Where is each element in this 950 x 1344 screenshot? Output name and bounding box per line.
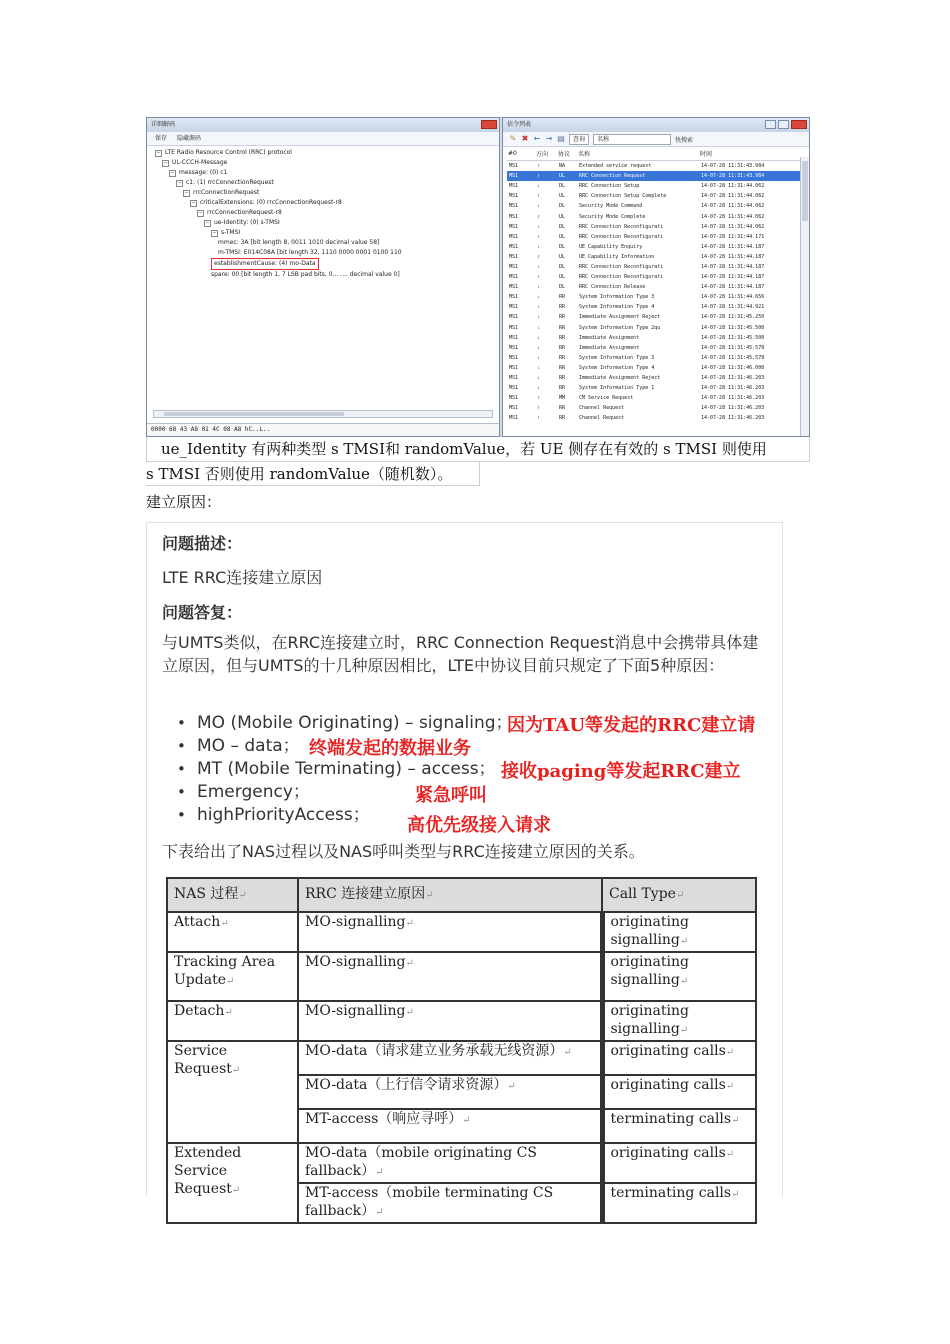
filter-field-select[interactable]: 名称 xyxy=(593,134,671,145)
table-row[interactable] xyxy=(507,373,803,383)
table-cell: 14-07-28 11:31:46.203 xyxy=(701,405,765,412)
tree-node[interactable] xyxy=(155,248,497,258)
table-cell: MS1 xyxy=(507,171,535,181)
table-row[interactable] xyxy=(507,242,803,252)
table-cell: 14-07-28 11:31:43.984 xyxy=(701,163,765,170)
hex-dump: 0000 68 43 A8 01 4C 08 A8 hC..L.. xyxy=(147,423,499,436)
tree-node-label: message: (0) c1 xyxy=(179,169,228,176)
downlink-arrow-icon: ↓ xyxy=(537,284,541,291)
detail-decode-title: 详细解码 xyxy=(151,121,176,128)
table-cell: MS1 xyxy=(509,375,519,382)
table-row[interactable] xyxy=(507,201,803,211)
downlink-arrow-icon: ↓ xyxy=(537,364,541,371)
table-cell: 14-07-28 11:31:45.578 xyxy=(701,354,765,361)
uplink-arrow-icon: ↑ xyxy=(537,163,541,170)
col-protocol[interactable]: 协议 xyxy=(557,147,577,161)
table-cell: Security Mode Complete xyxy=(579,213,646,220)
table-cell: MS1 xyxy=(509,233,519,240)
table-cell: RR xyxy=(559,294,566,301)
table-cell: RRC Connection Release xyxy=(579,284,646,291)
downlink-arrow-icon: ↓ xyxy=(537,304,541,311)
table-cell: DL xyxy=(559,183,566,190)
table-cell: NA xyxy=(559,163,566,170)
uplink-arrow-icon: ↑ xyxy=(537,405,541,412)
close-icon[interactable] xyxy=(791,120,807,129)
table-row[interactable] xyxy=(507,191,803,201)
decoder-screenshot xyxy=(146,117,810,437)
table-cell: terminating calls↵ xyxy=(602,1109,756,1143)
collapse-icon[interactable]: − xyxy=(205,219,210,226)
hide-source-button[interactable]: 隐藏源码 xyxy=(177,135,202,142)
table-cell: UE Capability Enquiry xyxy=(579,243,643,250)
forward-arrow-icon[interactable]: → xyxy=(545,134,553,143)
table-cell: RR xyxy=(559,344,566,351)
downlink-arrow-icon: ↓ xyxy=(537,385,541,392)
answer-text: 与UMTS类似，在RRC连接建立时，RRC Connection Request消息中会携带具体建立原因，但与UMTS的十几种原因相比，LTE中协议目前只规定了下面5种原因： xyxy=(162,633,759,675)
table-cell: MS1 xyxy=(509,223,519,230)
annotation-note: 紧急呼叫 xyxy=(415,785,487,806)
uplink-arrow-icon: ↑ xyxy=(537,193,541,200)
tree-node-label: s-TMSI xyxy=(221,229,241,236)
table-cell: 14-07-28 11:31:44.187 xyxy=(701,274,765,281)
collapse-icon[interactable]: − xyxy=(198,209,203,216)
table-cell: System Information Type 3 xyxy=(579,354,655,361)
qa-panel xyxy=(146,522,783,1219)
table-cell: RRC Connection Reconfigurati xyxy=(579,263,664,270)
downlink-arrow-icon: ↓ xyxy=(537,375,541,382)
minimize-icon[interactable] xyxy=(765,120,776,129)
table-cell: Extended Service Request↵ xyxy=(167,1143,298,1223)
table-cell: UL xyxy=(559,213,566,220)
table-cell: MS1 xyxy=(509,253,519,260)
table-cell: Immediate Assignment xyxy=(579,344,640,351)
table-cell: MS1 xyxy=(509,203,519,210)
vertical-scrollbar[interactable] xyxy=(800,157,809,436)
header-call-type: Call Type↵ xyxy=(602,878,756,912)
table-cell: originating signalling↵ xyxy=(602,912,756,952)
table-cell: 14-07-28 11:31:44.187 xyxy=(701,263,765,270)
table-cell: originating calls↵ xyxy=(602,1143,756,1183)
caption xyxy=(146,437,810,486)
table-cell: MO-signalling↵ xyxy=(298,1001,602,1041)
table-cell: Service Request↵ xyxy=(167,1041,298,1143)
table-cell: 14-07-28 11:31:46.000 xyxy=(701,364,765,371)
collapse-icon[interactable]: − xyxy=(184,189,189,196)
table-cell: System Information Type 4 xyxy=(579,364,655,371)
downlink-arrow-icon: ↓ xyxy=(537,183,541,190)
table-row[interactable] xyxy=(507,413,803,423)
caption-line-2: s TMSI 否则使用 randomValue（随机数）。 xyxy=(146,462,480,486)
downlink-arrow-icon: ↓ xyxy=(537,314,541,321)
table-cell: 14-07-28 11:31:44.187 xyxy=(701,284,765,291)
query-button[interactable]: 查询 xyxy=(569,134,589,145)
table-cell: 14-07-28 11:31:44.062 xyxy=(701,213,765,220)
answer-heading: 问题答复： xyxy=(162,603,243,622)
table-cell: 14-07-28 11:31:44.062 xyxy=(701,183,765,190)
save-button[interactable]: 保存 xyxy=(155,135,168,142)
table-cell: MM xyxy=(559,395,566,402)
table-cell: MS1 xyxy=(509,364,519,371)
tree-node[interactable] xyxy=(155,208,497,218)
table-cell: originating calls↵ xyxy=(602,1041,756,1075)
table-cell: RRC Connection Setup Complete xyxy=(579,193,667,200)
table-cell: RRC Connection Setup xyxy=(579,183,640,190)
table-cell: DL xyxy=(559,203,566,210)
table-cell: MS1 xyxy=(509,193,519,200)
table-cell: MS1 xyxy=(509,284,519,291)
table-row[interactable] xyxy=(507,222,803,232)
table-cell: CM Service Request xyxy=(579,395,634,402)
table-cell: 14-07-28 11:31:44.921 xyxy=(701,304,765,311)
reason-label: 建立原因： xyxy=(146,493,222,511)
table-row[interactable] xyxy=(507,343,803,353)
question-heading: 问题描述： xyxy=(162,534,243,553)
table-cell: RRC Connection Reconfigurati xyxy=(579,223,664,230)
table-cell: MS1 xyxy=(509,243,519,250)
table-cell: System Information Type 4 xyxy=(579,304,655,311)
table-cell: MS1 xyxy=(509,385,519,392)
table-cell: Channel Request xyxy=(579,405,625,412)
table-cell: System Information Type 2qu xyxy=(579,324,661,331)
table-cell: RR xyxy=(559,385,566,392)
table-cell: RR xyxy=(559,314,566,321)
table-cell: 14-07-28 11:31:45.500 xyxy=(701,324,765,331)
annotation-note: 接收paging等发起RRC建立 xyxy=(501,761,741,782)
tree-node[interactable] xyxy=(155,238,497,248)
signaling-table xyxy=(507,147,803,423)
table-row[interactable] xyxy=(507,403,803,413)
table-cell: MS1 xyxy=(509,344,519,351)
collapse-icon[interactable]: − xyxy=(212,229,217,236)
table-cell: DL xyxy=(559,284,566,291)
table-cell: System Information Type 3 xyxy=(579,294,655,301)
table-row[interactable] xyxy=(507,383,803,393)
col-index[interactable]: #0 xyxy=(507,147,535,161)
table-cell: UL xyxy=(559,233,566,240)
table-cell: Immediate Assignment xyxy=(579,334,640,341)
table-cell: 14-07-28 11:31:46.203 xyxy=(701,385,765,392)
table-cell: DL xyxy=(559,263,566,270)
question-text: LTE RRC连接建立原因 xyxy=(162,568,323,587)
table-cell: MS1 xyxy=(509,263,519,270)
table-row[interactable] xyxy=(507,302,803,312)
tree-node[interactable] xyxy=(155,178,497,188)
table-cell: originating signalling↵ xyxy=(602,1001,756,1041)
table-cell: MS1 xyxy=(509,304,519,311)
table-row[interactable] xyxy=(507,353,803,363)
tree-node-label: criticalExtensions: (0) rrcConnectionRequest-r8 xyxy=(200,199,342,206)
table-cell: Extended service request xyxy=(579,163,652,170)
downlink-arrow-icon: ↓ xyxy=(537,324,541,331)
delete-icon[interactable]: ✖ xyxy=(521,134,529,143)
table-cell: originating calls↵ xyxy=(602,1075,756,1109)
table-row[interactable] xyxy=(507,262,803,272)
header-nas-procedure: NAS 过程↵ xyxy=(167,878,298,912)
table-cell: Detach↵ xyxy=(167,1001,298,1041)
table-cell: 14-07-28 11:31:46.203 xyxy=(701,415,765,422)
table-cell: RR xyxy=(559,304,566,311)
collapse-icon[interactable]: − xyxy=(170,169,175,176)
tree-node-label: rrcConnectionRequest-r8 xyxy=(207,209,282,216)
list-item: • MO (Mobile Originating) – signaling； xyxy=(177,712,513,735)
col-name[interactable]: 名称 xyxy=(577,147,699,161)
table-cell: MO-data（请求建立业务承载无线资源）↵ xyxy=(298,1041,602,1075)
tree-node-label: UL-CCCH-Message xyxy=(172,159,228,166)
table-cell: Immediate Assignment Reject xyxy=(579,314,661,321)
horizontal-scrollbar[interactable] xyxy=(153,410,493,418)
table-row[interactable] xyxy=(507,333,803,343)
tree-node[interactable] xyxy=(155,148,497,158)
table-cell: System Information Type 1 xyxy=(579,385,655,392)
table-cell: MS1 xyxy=(509,294,519,301)
print-icon[interactable]: ▤ xyxy=(557,134,565,143)
table-cell: RR xyxy=(559,324,566,331)
table-cell: MS1 xyxy=(509,334,519,341)
table-row[interactable] xyxy=(507,181,803,191)
tree-node[interactable] xyxy=(155,158,497,168)
table-cell: Channel Request xyxy=(579,415,625,422)
edit-icon[interactable]: ✎ xyxy=(509,134,517,143)
table-cell: UE Capability Information xyxy=(579,253,655,260)
tree-node[interactable] xyxy=(155,258,497,270)
annotation-note: 因为TAU等发起的RRC建立请 xyxy=(507,715,756,736)
tree-node-label: spare: 00 [bit length 1, 7 LSB pad bits, 0... .... decimal value 0] xyxy=(211,271,400,278)
table-cell: 14-07-28 11:31:44.171 xyxy=(701,233,765,240)
close-icon[interactable] xyxy=(481,120,497,129)
downlink-arrow-icon: ↓ xyxy=(537,334,541,341)
table-cell: 14-07-28 11:31:44.062 xyxy=(701,203,765,210)
table-cell: 14-07-28 11:31:44.187 xyxy=(701,253,765,260)
downlink-arrow-icon: ↓ xyxy=(537,344,541,351)
table-cell: Immediate Assignment Reject xyxy=(579,375,661,382)
table-row[interactable] xyxy=(507,292,803,302)
collapse-icon[interactable]: − xyxy=(177,179,182,186)
table-cell: UL xyxy=(559,193,566,200)
col-time[interactable]: 时间 xyxy=(699,147,803,161)
tree-node-label: c1: (1) rrcConnectionRequest xyxy=(186,179,274,186)
tree-node[interactable] xyxy=(155,168,497,178)
decode-tree xyxy=(147,146,499,400)
uplink-arrow-icon: ↑ xyxy=(537,233,541,240)
table-cell: 14-07-28 11:31:46.203 xyxy=(701,395,765,402)
list-item: • MO – data； xyxy=(177,735,513,758)
table-cell: RR xyxy=(559,354,566,361)
cause-list xyxy=(177,712,513,827)
table-cell: MO-signalling↵ xyxy=(298,912,602,952)
caption-line-1: ue_Identity 有两种类型 s TMSI和 randomValue，若 UE 侧存在有效的 s TMSI 则使用 xyxy=(146,437,810,462)
table-cell: 14-07-28 11:31:44.656 xyxy=(701,294,765,301)
detail-decode-window xyxy=(146,117,500,437)
table-cell: MS1 xyxy=(509,415,519,422)
table-cell: MT-access（mobile terminating CS fallback）↵ xyxy=(298,1183,602,1223)
maximize-icon[interactable] xyxy=(778,120,789,129)
table-cell: 14-07-28 11:31:44.062 xyxy=(701,223,765,230)
table-cell: MS1 xyxy=(509,314,519,321)
annotation-note: 终端发起的数据业务 xyxy=(309,738,471,759)
table-row[interactable] xyxy=(507,323,803,333)
uplink-arrow-icon: ↑ xyxy=(537,395,541,402)
tree-node-label: LTE Radio Resource Control (RRC) protocol xyxy=(165,149,292,156)
table-cell: RRC Connection Reconfigurati xyxy=(579,274,664,281)
table-cell: DL xyxy=(559,223,566,230)
table-cell: 14-07-28 11:31:45.578 xyxy=(701,344,765,351)
table-cell: MS1 xyxy=(509,274,519,281)
annotation-note: 高优先级接入请求 xyxy=(407,815,551,836)
table-cell: 14-07-28 11:31:43.984 xyxy=(699,171,803,181)
collapse-icon[interactable]: − xyxy=(156,149,161,156)
table-row[interactable] xyxy=(507,252,803,262)
table-cell: Tracking Area Update↵ xyxy=(167,952,298,1001)
signaling-list-title: 信令列表 xyxy=(507,121,532,128)
table-cell: MS1 xyxy=(509,183,519,190)
table-row[interactable] xyxy=(507,171,803,181)
table-cell: MS1 xyxy=(509,213,519,220)
table-row[interactable] xyxy=(507,282,803,292)
uplink-arrow-icon: ↑ xyxy=(535,171,557,181)
table-cell: 14-07-28 11:31:44.062 xyxy=(701,193,765,200)
table-cell: MT-access（响应寻呼）↵ xyxy=(298,1109,602,1143)
tree-node[interactable] xyxy=(155,218,497,228)
table-cell: MO-signalling↵ xyxy=(298,952,602,1001)
downlink-arrow-icon: ↓ xyxy=(537,294,541,301)
table-row[interactable] xyxy=(507,312,803,322)
table-cell: Attach↵ xyxy=(167,912,298,952)
table-row[interactable] xyxy=(507,211,803,221)
downlink-arrow-icon: ↓ xyxy=(537,243,541,250)
table-cell: 14-07-28 11:31:44.187 xyxy=(701,243,765,250)
list-item: • MT (Mobile Terminating) – access； xyxy=(177,758,513,781)
table-cell: MO-data（mobile originating CS fallback）↵ xyxy=(298,1143,602,1183)
uplink-arrow-icon: ↑ xyxy=(537,253,541,260)
table-cell: MO-data（上行信令请求资源）↵ xyxy=(298,1075,602,1109)
collapse-icon[interactable]: − xyxy=(163,159,168,166)
tree-node-label: rrcConnectionRequest xyxy=(193,189,260,196)
uplink-arrow-icon: ↑ xyxy=(537,213,541,220)
table-cell: DL xyxy=(559,243,566,250)
uplink-arrow-icon: ↑ xyxy=(537,274,541,281)
signaling-list-titlebar xyxy=(503,118,809,132)
table-cell: UL xyxy=(559,274,566,281)
table-cell: RR xyxy=(559,405,566,412)
table-row[interactable] xyxy=(507,393,803,403)
table-cell: 14-07-28 11:31:45.250 xyxy=(701,314,765,321)
table-cell: UL xyxy=(559,253,566,260)
tree-node-label: mmec: 3A [bit length 8, 0011 1010 decimal value 58] xyxy=(218,239,380,246)
collapse-icon[interactable]: − xyxy=(191,199,196,206)
tree-node[interactable] xyxy=(155,270,497,280)
table-row[interactable] xyxy=(507,272,803,282)
uplink-arrow-icon: ↑ xyxy=(537,415,541,422)
back-arrow-icon[interactable]: ← xyxy=(533,134,541,143)
table-intro: 下表给出了NAS过程以及NAS呼叫类型与RRC连接建立原因的关系。 xyxy=(162,842,645,861)
list-item: • highPriorityAccess； xyxy=(177,804,513,827)
header-rrc-cause: RRC 连接建立原因↵ xyxy=(298,878,602,912)
tree-node-label: ue-Identity: (0) s-TMSI xyxy=(214,219,280,226)
downlink-arrow-icon: ↓ xyxy=(537,203,541,210)
table-cell: MS1 xyxy=(509,324,519,331)
table-cell: MS1 xyxy=(509,395,519,402)
signaling-toolbar xyxy=(503,132,809,147)
table-cell: RR xyxy=(559,415,566,422)
table-cell: UL xyxy=(557,171,577,181)
table-cell: RR xyxy=(559,375,566,382)
table-cell: terminating calls↵ xyxy=(602,1183,756,1223)
detail-decode-toolbar xyxy=(147,132,499,146)
downlink-arrow-icon: ↓ xyxy=(537,223,541,230)
table-cell: MS1 xyxy=(509,354,519,361)
tree-node-label: establishmentCause: (4) mo-Data xyxy=(211,258,319,270)
table-cell: MS1 xyxy=(509,405,519,412)
table-cell: 14-07-28 11:31:46.203 xyxy=(701,375,765,382)
table-cell: RRC Connection Request xyxy=(577,171,699,181)
nas-cause-table xyxy=(166,877,757,1224)
tree-node[interactable] xyxy=(155,228,497,238)
tree-node[interactable] xyxy=(155,188,497,198)
tree-node-label: m-TMSI: E014C08A [bit length 32, 1110 0000 0001 0100 110 xyxy=(218,249,402,256)
signaling-list-window xyxy=(502,117,810,437)
table-cell: Security Mode Command xyxy=(579,203,643,210)
col-direction[interactable]: 方向 xyxy=(535,147,557,161)
downlink-arrow-icon: ↓ xyxy=(537,354,541,361)
list-item: • Emergency； xyxy=(177,781,513,804)
quick-search-button[interactable]: 快搜索 xyxy=(675,136,694,144)
tree-node[interactable] xyxy=(155,198,497,208)
table-cell: MS1 xyxy=(509,163,519,170)
table-cell: RRC Connection Reconfigurati xyxy=(579,233,664,240)
table-row[interactable] xyxy=(507,363,803,373)
table-cell: 14-07-28 11:31:45.500 xyxy=(701,334,765,341)
downlink-arrow-icon: ↓ xyxy=(537,263,541,270)
detail-decode-titlebar xyxy=(147,118,499,132)
table-cell: RR xyxy=(559,364,566,371)
table-row[interactable] xyxy=(507,161,803,172)
table-row[interactable] xyxy=(507,232,803,242)
table-cell: originating signalling↵ xyxy=(602,952,756,1001)
table-cell: RR xyxy=(559,334,566,341)
